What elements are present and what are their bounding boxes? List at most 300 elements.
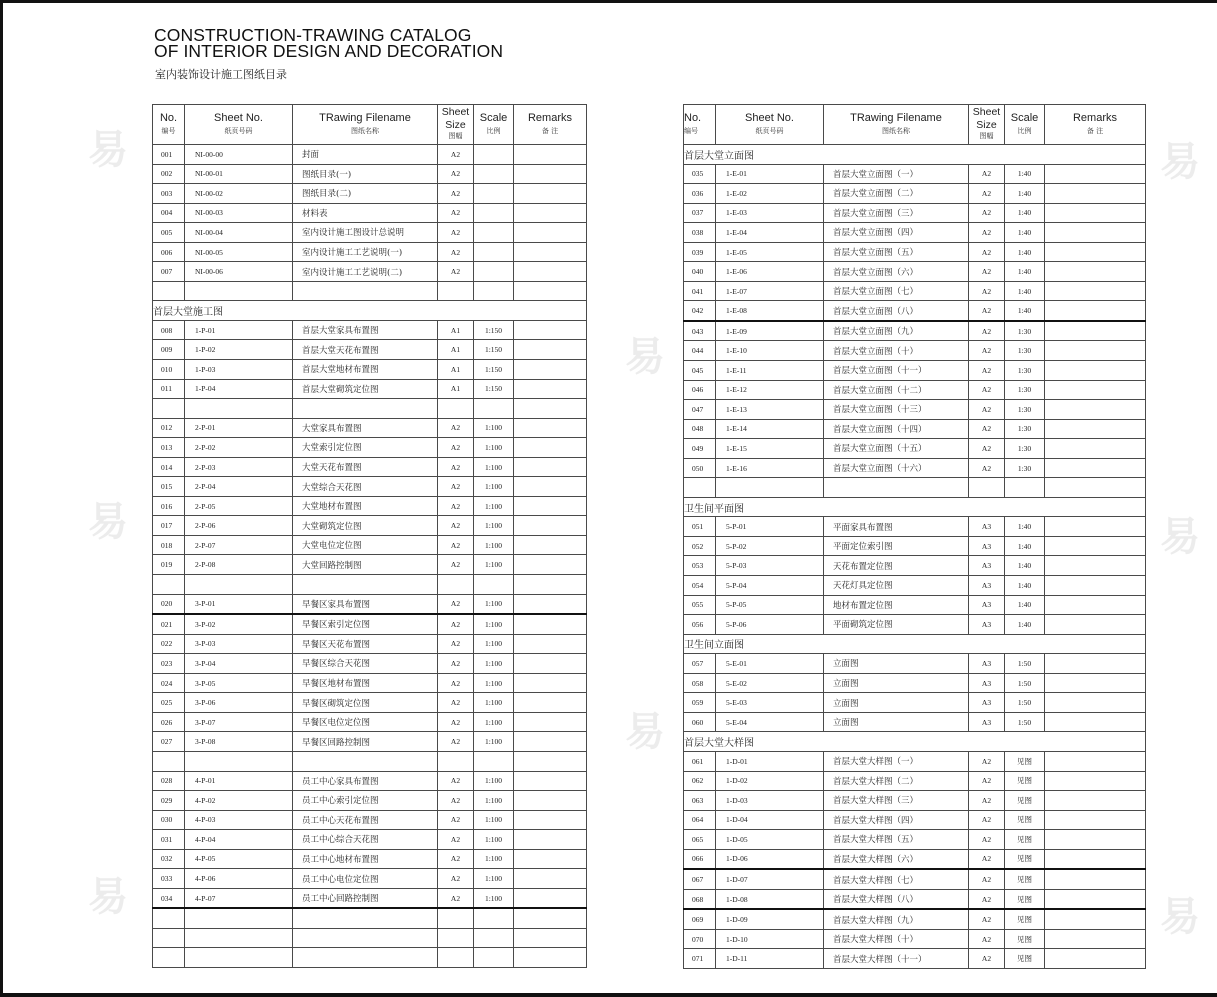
no-cell: 014 [153,457,185,477]
sheet-size-cell: A2 [969,262,1005,282]
sheet-size-cell: A2 [438,496,474,516]
remarks-cell [1045,321,1146,341]
empty-row [153,575,587,595]
sheet-size-cell: A2 [969,400,1005,420]
no-cell: 058 [684,673,716,693]
sheet-no-cell: 1-D-10 [716,929,824,949]
sheet-size-cell: A2 [438,810,474,830]
filename-cell: 首层大堂立面图（八） [824,301,969,321]
sheet-size-cell: A2 [438,771,474,791]
no-cell: 064 [684,810,716,830]
scale-cell: 1:100 [474,654,514,674]
filename-cell: 早餐区综合天花图 [293,654,438,674]
filename-cell: 首层大堂立面图（十二） [824,380,969,400]
empty-cell [514,908,587,928]
sheet-no-cell: 4-P-01 [185,771,293,791]
scale-cell: 1:150 [474,379,514,399]
empty-row [153,908,587,928]
empty-cell [514,281,587,301]
table-row [684,949,1146,969]
sheet-size-cell: A2 [969,419,1005,439]
remarks-cell [514,223,587,243]
filename-cell: 首层大堂立面图（二） [824,184,969,204]
filename-cell: 员工中心回路控制图 [293,888,438,908]
sheet-size-cell: A2 [969,164,1005,184]
empty-cell [474,575,514,595]
page-border-left [0,0,3,997]
filename-cell: 封面 [293,145,438,165]
table-row [153,457,587,477]
scale-cell: 1:100 [474,830,514,850]
sheet-size-cell: A1 [438,360,474,380]
no-cell: 005 [153,223,185,243]
table-row [153,184,587,204]
table-row [153,614,587,634]
remarks-cell [514,242,587,262]
sheet-no-cell: 1-D-05 [716,830,824,850]
table-row [684,889,1146,909]
empty-cell [293,751,438,771]
sheet-no-cell: NI-00-00 [185,145,293,165]
scale-cell: 见图 [1005,791,1045,811]
empty-cell [438,399,474,419]
scale-cell: 1:40 [1005,517,1045,537]
filename-cell: 首层大堂大样图（四） [824,810,969,830]
remarks-cell [1045,242,1146,262]
title-line-1: CONSTRUCTION-TRAWING CATALOG [154,25,472,45]
sheet-size-cell: A2 [438,791,474,811]
table-row [684,341,1146,361]
table-row [684,673,1146,693]
section-header-row [684,145,1146,165]
filename-cell: 首层大堂大样图（十） [824,929,969,949]
sheet-size-cell: A3 [969,673,1005,693]
no-cell: 018 [153,535,185,555]
sheet-no-cell: 1-D-11 [716,949,824,969]
section-title: 首层大堂施工图 [153,301,587,321]
catalog-table-right [683,104,1146,969]
empty-cell [438,751,474,771]
sheet-no-cell: 2-P-06 [185,516,293,536]
no-cell: 022 [153,634,185,654]
table-row [153,849,587,869]
remarks-cell [1045,262,1146,282]
no-cell: 047 [684,400,716,420]
empty-cell [185,281,293,301]
sheet-size-cell: A2 [969,242,1005,262]
header-sheet-size: Sheet Size 图幅 [438,105,474,145]
table-row [684,203,1146,223]
no-cell: 029 [153,791,185,811]
scale-cell: 见图 [1005,751,1045,771]
filename-cell: 立面图 [824,654,969,674]
scale-cell: 1:100 [474,673,514,693]
filename-cell: 天花布置定位图 [824,556,969,576]
filename-cell: 大堂天花布置图 [293,457,438,477]
table-row [153,262,587,282]
empty-cell [514,948,587,968]
sheet-no-cell: 1-P-04 [185,379,293,399]
empty-row [153,751,587,771]
sheet-no-cell: 5-E-04 [716,712,824,732]
header-no: No. 编号 [684,105,716,145]
no-cell: 061 [684,751,716,771]
scale-cell: 1:50 [1005,654,1045,674]
filename-cell: 首层大堂大样图（三） [824,791,969,811]
no-cell: 006 [153,242,185,262]
table-row [153,673,587,693]
table-row [684,184,1146,204]
empty-cell [185,908,293,928]
table-row [153,535,587,555]
table-row [684,517,1146,537]
filename-cell: 员工中心家具布置图 [293,771,438,791]
remarks-cell [514,555,587,575]
scale-cell: 1:100 [474,634,514,654]
scale-cell: 见图 [1005,869,1045,889]
sheet-size-cell: A3 [969,517,1005,537]
remarks-cell [1045,536,1146,556]
filename-cell: 首层大堂大样图（十一） [824,949,969,969]
empty-cell [293,399,438,419]
filename-cell: 首层大堂大样图（五） [824,830,969,850]
remarks-cell [514,457,587,477]
filename-cell: 首层大堂立面图（十五） [824,439,969,459]
sheet-size-cell: A2 [438,634,474,654]
scale-cell [474,184,514,204]
sheet-no-cell: 4-P-05 [185,849,293,869]
sheet-no-cell: 2-P-03 [185,457,293,477]
sheet-size-cell: A2 [438,457,474,477]
table-header-row [684,105,1146,145]
scale-cell: 1:40 [1005,223,1045,243]
empty-cell [514,928,587,948]
sheet-size-cell: A2 [969,909,1005,929]
sheet-size-cell: A2 [969,791,1005,811]
sheet-no-cell: 1-D-06 [716,849,824,869]
scale-cell: 1:40 [1005,184,1045,204]
remarks-cell [514,654,587,674]
filename-cell: 早餐区天花布置图 [293,634,438,654]
sheet-no-cell: 1-D-04 [716,810,824,830]
table-row [684,164,1146,184]
scale-cell [474,262,514,282]
remarks-cell [1045,361,1146,381]
filename-cell: 首层大堂大样图（一） [824,751,969,771]
no-cell: 046 [684,380,716,400]
sheet-size-cell: A2 [438,242,474,262]
filename-cell: 早餐区家具布置图 [293,594,438,614]
filename-cell: 员工中心地材布置图 [293,849,438,869]
empty-cell [1045,478,1146,498]
sheet-size-cell: A2 [438,654,474,674]
sheet-no-cell: 3-P-06 [185,693,293,713]
scale-cell: 见图 [1005,909,1045,929]
header-remarks: Remarks 备 注 [1045,105,1146,145]
no-cell: 026 [153,712,185,732]
filename-cell: 首层大堂天花布置图 [293,340,438,360]
remarks-cell [514,771,587,791]
empty-cell [293,928,438,948]
empty-cell [514,751,587,771]
sheet-no-cell: 1-E-02 [716,184,824,204]
scale-cell: 1:100 [474,418,514,438]
header-scale: Scale 比例 [1005,105,1045,145]
sheet-size-cell: A2 [438,477,474,497]
remarks-cell [1045,849,1146,869]
sheet-size-cell: A2 [969,321,1005,341]
empty-cell [474,751,514,771]
sheet-no-cell: 4-P-04 [185,830,293,850]
scale-cell: 1:150 [474,340,514,360]
sheet-no-cell: 1-E-10 [716,341,824,361]
sheet-no-cell: 1-E-16 [716,458,824,478]
no-cell: 016 [153,496,185,516]
no-cell: 010 [153,360,185,380]
sheet-size-cell: A2 [438,614,474,634]
no-cell: 056 [684,615,716,635]
remarks-cell [514,594,587,614]
remarks-cell [514,184,587,204]
remarks-cell [1045,929,1146,949]
empty-cell [474,908,514,928]
filename-cell: 大堂砌筑定位图 [293,516,438,536]
scale-cell: 1:150 [474,320,514,340]
sheet-no-cell: 1-D-07 [716,869,824,889]
scale-cell: 1:100 [474,457,514,477]
sheet-no-cell: 1-P-02 [185,340,293,360]
header-scale: Scale 比例 [474,105,514,145]
remarks-cell [1045,949,1146,969]
remarks-cell [1045,869,1146,889]
no-cell: 055 [684,595,716,615]
section-header-row [684,497,1146,517]
sheet-size-cell: A2 [969,184,1005,204]
remarks-cell [1045,909,1146,929]
sheet-size-cell: A3 [969,615,1005,635]
no-cell: 008 [153,320,185,340]
remarks-cell [1045,301,1146,321]
no-cell: 070 [684,929,716,949]
sheet-no-cell: 3-P-02 [185,614,293,634]
remarks-cell [514,164,587,184]
remarks-cell [1045,791,1146,811]
no-cell: 001 [153,145,185,165]
remarks-cell [514,262,587,282]
watermark-glyph: 易 [88,499,128,545]
empty-cell [474,399,514,419]
scale-cell: 1:40 [1005,242,1045,262]
table-row [684,321,1146,341]
sheet-size-cell: A2 [438,145,474,165]
scale-cell [474,203,514,223]
remarks-cell [514,732,587,752]
sheet-size-cell: A2 [438,849,474,869]
sheet-size-cell: A2 [438,555,474,575]
no-cell: 048 [684,419,716,439]
watermark-glyph: 易 [625,334,665,380]
table-row [153,732,587,752]
no-cell: 024 [153,673,185,693]
remarks-cell [514,320,587,340]
catalog-table-left [152,104,587,968]
filename-cell: 平面家具布置图 [824,517,969,537]
remarks-cell [1045,673,1146,693]
no-cell: 013 [153,438,185,458]
remarks-cell [1045,223,1146,243]
remarks-cell [514,869,587,889]
scale-cell: 1:40 [1005,536,1045,556]
sheet-size-cell: A3 [969,536,1005,556]
sheet-size-cell: A2 [969,929,1005,949]
remarks-cell [1045,889,1146,909]
sheet-size-cell: A2 [438,203,474,223]
sheet-size-cell: A1 [438,320,474,340]
empty-cell [514,575,587,595]
sheet-size-cell: A2 [969,439,1005,459]
sheet-size-cell: A2 [438,164,474,184]
empty-cell [1005,478,1045,498]
no-cell: 037 [684,203,716,223]
table-row [153,810,587,830]
table-row [153,594,587,614]
no-cell: 015 [153,477,185,497]
filename-cell: 大堂回路控制图 [293,555,438,575]
scale-cell: 1:30 [1005,361,1045,381]
remarks-cell [1045,751,1146,771]
no-cell: 025 [153,693,185,713]
empty-cell [293,948,438,968]
sheet-size-cell: A2 [438,712,474,732]
remarks-cell [514,535,587,555]
filename-cell: 首层大堂立面图（九） [824,321,969,341]
sheet-no-cell: 1-E-11 [716,361,824,381]
table-row [684,869,1146,889]
remarks-cell [514,203,587,223]
sheet-no-cell: 3-P-03 [185,634,293,654]
empty-cell [514,399,587,419]
sheet-size-cell: A2 [969,771,1005,791]
table-row [684,262,1146,282]
empty-cell [153,281,185,301]
table-row [153,145,587,165]
table-row [684,751,1146,771]
table-row [153,654,587,674]
table-row [153,438,587,458]
scale-cell: 见图 [1005,810,1045,830]
no-cell: 023 [153,654,185,674]
no-cell: 019 [153,555,185,575]
sheet-size-cell: A2 [438,830,474,850]
no-cell: 067 [684,869,716,889]
filename-cell: 首层大堂地材布置图 [293,360,438,380]
empty-cell [153,908,185,928]
scale-cell: 1:40 [1005,556,1045,576]
sheet-no-cell: 1-E-06 [716,262,824,282]
no-cell: 050 [684,458,716,478]
table-row [684,223,1146,243]
remarks-cell [514,614,587,634]
scale-cell: 1:30 [1005,458,1045,478]
filename-cell: 大堂地材布置图 [293,496,438,516]
sheet-no-cell: 5-P-01 [716,517,824,537]
sheet-size-cell: A3 [969,654,1005,674]
sheet-size-cell: A2 [969,361,1005,381]
empty-cell [438,948,474,968]
table-row [153,203,587,223]
table-row [684,909,1146,929]
page-border-bottom [0,993,1217,997]
no-cell: 020 [153,594,185,614]
sheet-no-cell: 5-P-05 [716,595,824,615]
no-cell: 042 [684,301,716,321]
empty-cell [185,399,293,419]
filename-cell: 首层大堂立面图（十三） [824,400,969,420]
table-row [684,615,1146,635]
table-row [684,380,1146,400]
filename-cell: 大堂索引定位图 [293,438,438,458]
sheet-no-cell: 3-P-01 [185,594,293,614]
filename-cell: 首层大堂立面图（六） [824,262,969,282]
filename-cell: 首层大堂立面图（七） [824,281,969,301]
sheet-no-cell: 1-P-03 [185,360,293,380]
watermark-glyph: 易 [1160,894,1200,940]
scale-cell: 见图 [1005,929,1045,949]
sheet-no-cell: 1-E-12 [716,380,824,400]
empty-row [684,478,1146,498]
filename-cell: 早餐区地材布置图 [293,673,438,693]
scale-cell: 1:100 [474,516,514,536]
table-row [684,458,1146,478]
filename-cell: 早餐区电位定位图 [293,712,438,732]
remarks-cell [514,340,587,360]
sheet-size-cell: A2 [969,810,1005,830]
filename-cell: 员工中心电位定位图 [293,869,438,889]
sheet-no-cell: 3-P-04 [185,654,293,674]
no-cell: 039 [684,242,716,262]
scale-cell [474,145,514,165]
no-cell: 028 [153,771,185,791]
sheet-no-cell: NI-00-03 [185,203,293,223]
table-row [684,556,1146,576]
scale-cell: 1:50 [1005,712,1045,732]
remarks-cell [1045,341,1146,361]
scale-cell: 见图 [1005,830,1045,850]
remarks-cell [1045,556,1146,576]
no-cell: 009 [153,340,185,360]
scale-cell: 1:30 [1005,341,1045,361]
sheet-no-cell: 1-E-15 [716,439,824,459]
empty-cell [293,575,438,595]
sheet-size-cell: A2 [438,869,474,889]
table-row [153,164,587,184]
sheet-no-cell: NI-00-02 [185,184,293,204]
no-cell: 038 [684,223,716,243]
table-row [684,242,1146,262]
remarks-cell [1045,654,1146,674]
scale-cell: 见图 [1005,889,1045,909]
scale-cell: 1:100 [474,732,514,752]
filename-cell: 大堂电位定位图 [293,535,438,555]
table-row [153,869,587,889]
remarks-cell [514,791,587,811]
scale-cell: 1:100 [474,888,514,908]
sheet-no-cell: 1-E-05 [716,242,824,262]
table-row [153,791,587,811]
remarks-cell [1045,830,1146,850]
table-row [153,418,587,438]
header-sheet-size: Sheet Size 图幅 [969,105,1005,145]
